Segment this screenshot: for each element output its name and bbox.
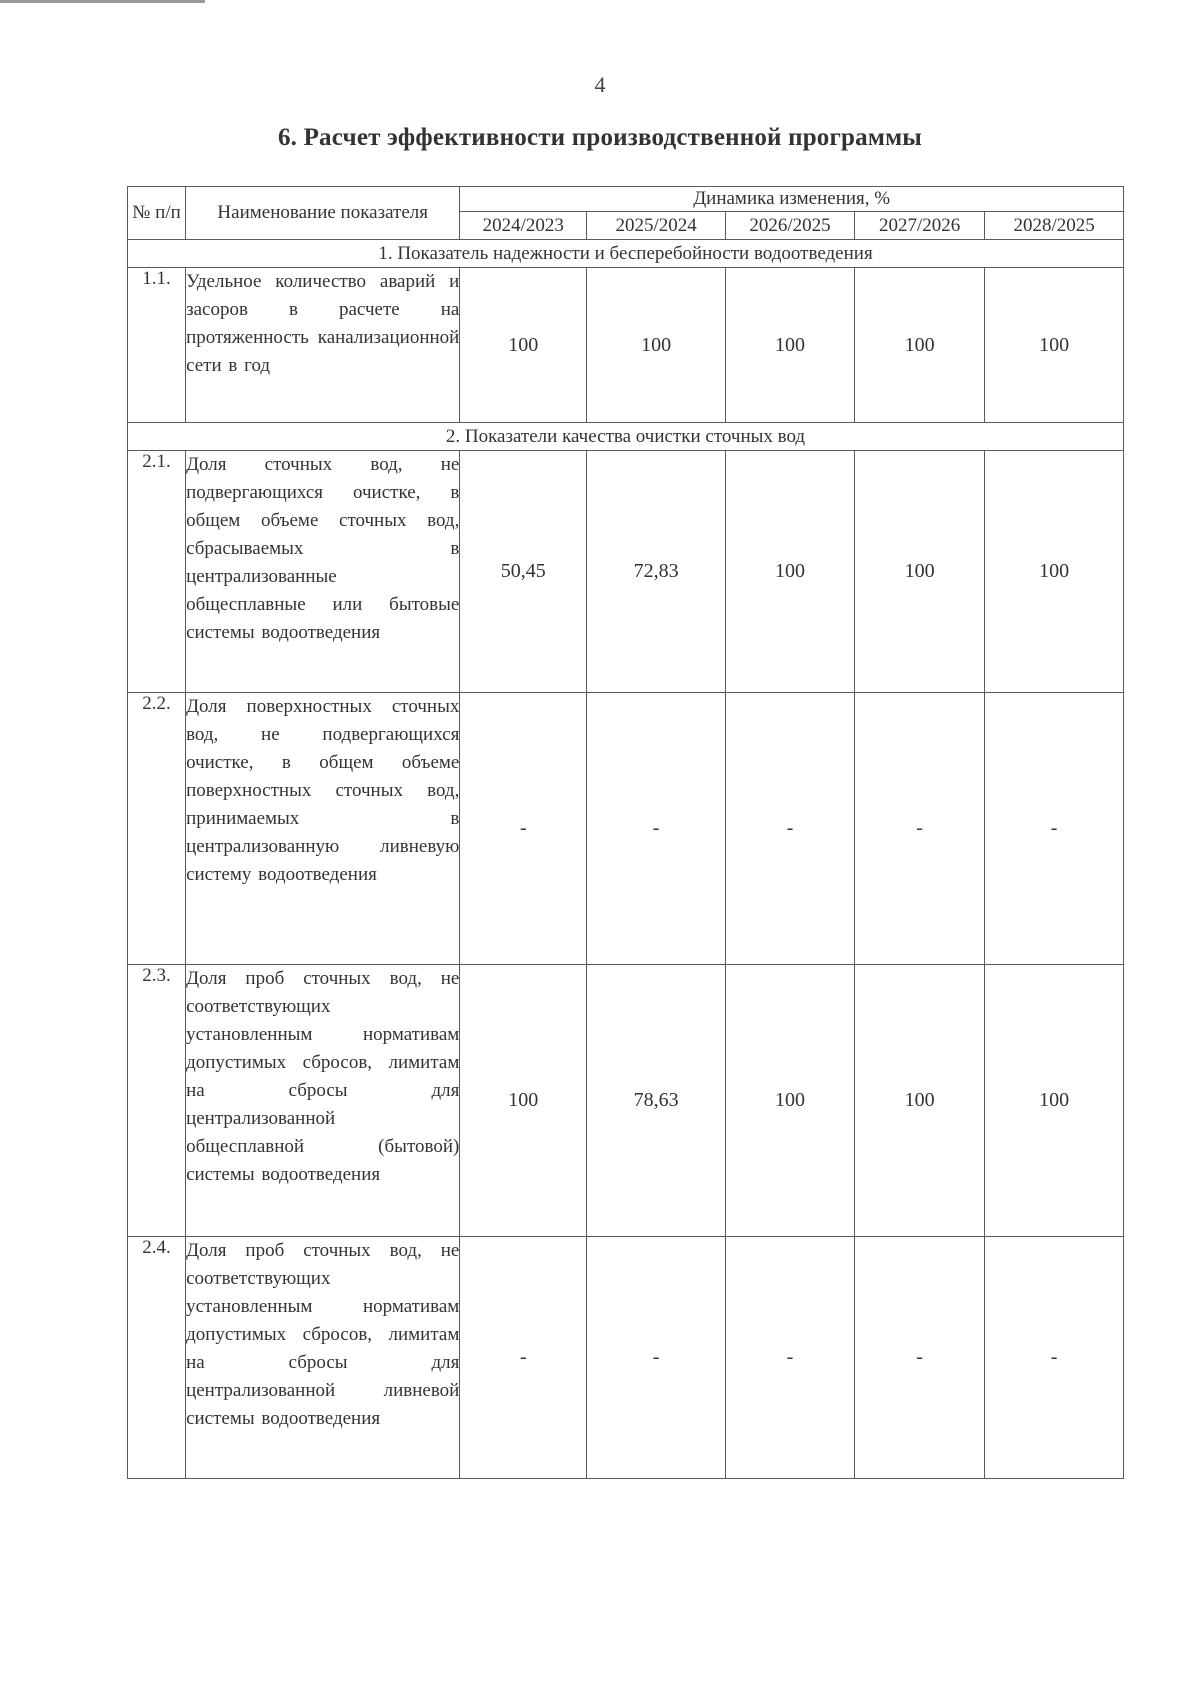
scan-edge-mark bbox=[0, 0, 205, 3]
value-cell: 78,63 bbox=[587, 965, 726, 1237]
indicator-name: Удельное количество аварий и засоров в расчете на протяженность канализационной сети в год bbox=[186, 268, 460, 423]
value-cell: 50,45 bbox=[460, 451, 587, 693]
value-cell: - bbox=[725, 1237, 854, 1479]
indicator-name: Доля сточных вод, не подвергающихся очистке, в общем объеме сточных вод, сбрасываемых в централизованные общесплавные или бытовые системы водоотведения bbox=[186, 451, 460, 693]
efficiency-table bbox=[127, 186, 1124, 1479]
section-title: 1. Показатель надежности и бесперебойности водоотведения bbox=[128, 240, 1124, 268]
header-indicator-name: Наименование показателя bbox=[186, 187, 460, 240]
row-number: 2.3. bbox=[128, 965, 186, 1237]
section-title: 2. Показатели качества очистки сточных вод bbox=[128, 423, 1124, 451]
value-cell: 100 bbox=[855, 451, 985, 693]
value-cell: - bbox=[587, 693, 726, 965]
value-cell: 100 bbox=[460, 268, 587, 423]
header-year: 2027/2026 bbox=[855, 212, 985, 240]
indicator-name: Доля поверхностных сточных вод, не подвергающихся очистке, в общем объеме поверхностных сточных вод, принимаемых в централизованную ливневую систему водоотведения bbox=[186, 693, 460, 965]
value-cell: 100 bbox=[725, 965, 854, 1237]
value-cell: 100 bbox=[460, 965, 587, 1237]
row-number: 2.4. bbox=[128, 1237, 186, 1479]
section-row bbox=[128, 240, 1124, 268]
table-row bbox=[128, 1237, 1124, 1479]
value-cell: 100 bbox=[855, 268, 985, 423]
value-cell: - bbox=[855, 1237, 985, 1479]
value-cell: 100 bbox=[985, 965, 1124, 1237]
value-cell: 100 bbox=[587, 268, 726, 423]
header-year: 2026/2025 bbox=[725, 212, 854, 240]
table-row bbox=[128, 965, 1124, 1237]
row-number: 2.2. bbox=[128, 693, 186, 965]
indicator-name: Доля проб сточных вод, не соответствующих установленным нормативам допустимых сбросов, лимитам на сбросы для централизованной общесплавной (бытовой) системы водоотведения bbox=[186, 965, 460, 1237]
value-cell: 100 bbox=[985, 268, 1124, 423]
row-number: 2.1. bbox=[128, 451, 186, 693]
header-number: № п/п bbox=[128, 187, 186, 240]
page-title: 6. Расчет эффективности производственной программы bbox=[277, 124, 923, 151]
value-cell: - bbox=[587, 1237, 726, 1479]
header-dynamics: Динамика изменения, % bbox=[460, 187, 1124, 212]
section-row bbox=[128, 423, 1124, 451]
header-year: 2025/2024 bbox=[587, 212, 726, 240]
value-cell: - bbox=[725, 693, 854, 965]
indicator-name: Доля проб сточных вод, не соответствующих установленным нормативам допустимых сбросов, лимитам на сбросы для централизованной ливневой системы водоотведения bbox=[186, 1237, 460, 1479]
value-cell: 100 bbox=[725, 268, 854, 423]
value-cell: - bbox=[855, 693, 985, 965]
value-cell: - bbox=[985, 1237, 1124, 1479]
table-row bbox=[128, 693, 1124, 965]
header-year: 2024/2023 bbox=[460, 212, 587, 240]
value-cell: - bbox=[985, 693, 1124, 965]
page-number: 4 bbox=[594, 72, 606, 97]
table-row bbox=[128, 451, 1124, 693]
value-cell: 72,83 bbox=[587, 451, 726, 693]
value-cell: - bbox=[460, 1237, 587, 1479]
value-cell: - bbox=[460, 693, 587, 965]
table-row bbox=[128, 268, 1124, 423]
value-cell: 100 bbox=[985, 451, 1124, 693]
value-cell: 100 bbox=[855, 965, 985, 1237]
value-cell: 100 bbox=[725, 451, 854, 693]
header-year: 2028/2025 bbox=[985, 212, 1124, 240]
row-number: 1.1. bbox=[128, 268, 186, 423]
